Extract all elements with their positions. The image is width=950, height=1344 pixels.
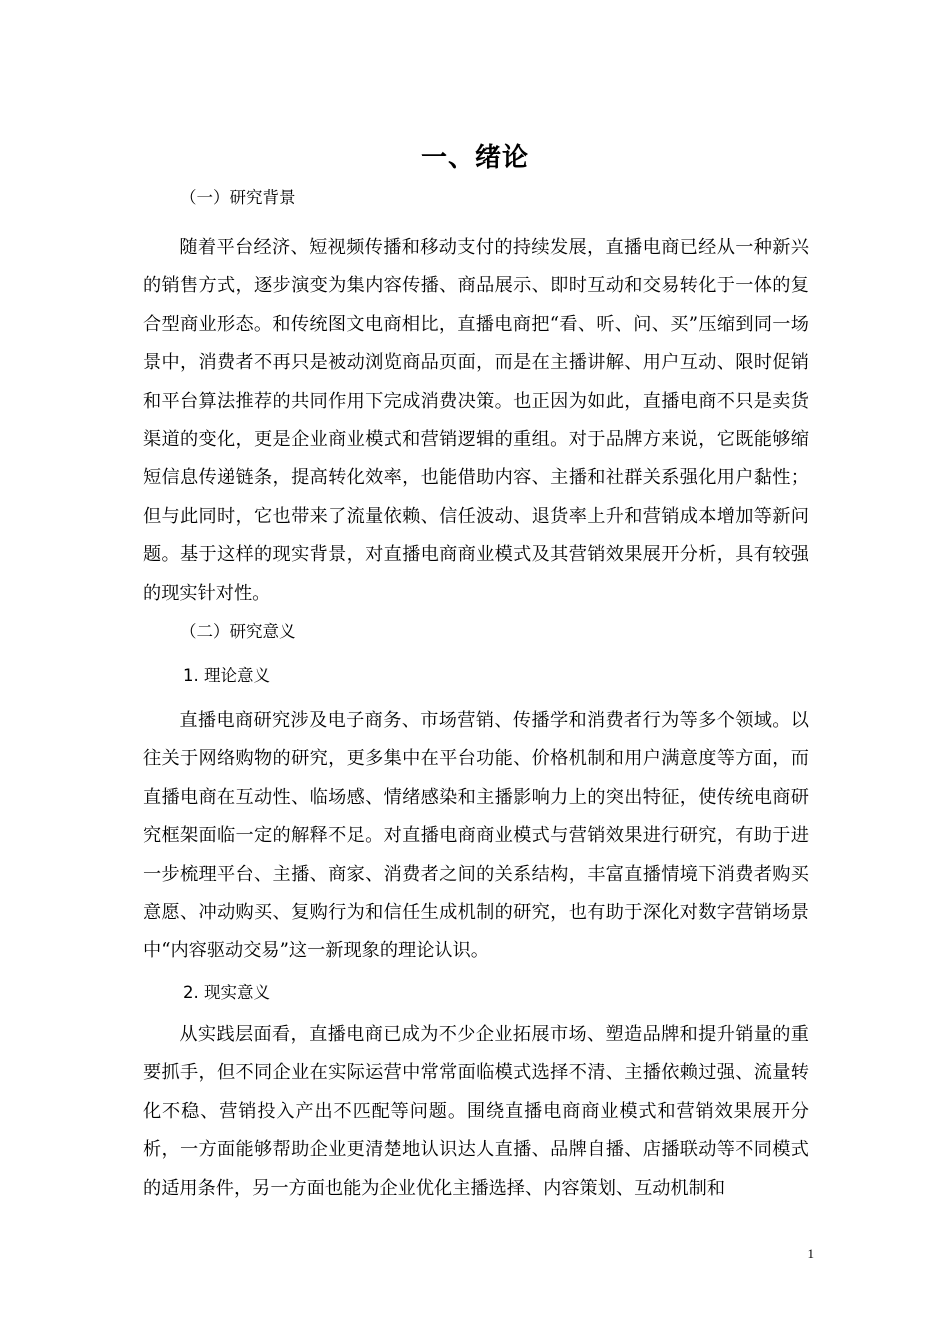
section-heading-research-background: （一）研究背景: [180, 188, 296, 207]
paragraph-practical-significance: 从实践层面看，直播电商已成为不少企业拓展市场、塑造品牌和提升销量的重要抓手，但不同企业在实际运营中常常面临模式选择不清、主播依赖过强、流量转化不稳、营销投入产出不匹配等问题。围绕直播电商商业模式和营销效果展开分析，一方面能够帮助企业更清楚地认识达人直播、品牌自播、店播联动等不同模式的适用条件，另一方面也能为企业优化主播选择、内容策划、互动机制和: [143, 1024, 809, 1199]
paragraph-research-background: 随着平台经济、短视频传播和移动支付的持续发展，直播电商已经从一种新兴的销售方式，逐步演变为集内容传播、商品展示、即时互动和交易转化于一体的复合型商业形态。和传统图文电商相比，直播电商把“看、听、问、买”压缩到同一场景中，消费者不再只是被动浏览商品页面，而是在主播讲解、用户互动、限时促销和平台算法推荐的共同作用下完成消费决策。也正因为如此，直播电商不只是卖货渠道的变化，更是企业商业模式和营销逻辑的重组。对于品牌方来说，它既能够缩短信息传递链条，提高转化效率，也能借助内容、主播和社群关系强化用户黏性；但与此同时，它也带来了流量依赖、信任波动、退货率上升和营销成本增加等新问题。基于这样的现实背景，对直播电商商业模式及其营销效果展开分析，具有较强的现实针对性。: [143, 237, 809, 604]
subsection-heading-practical-significance: 2. 现实意义: [183, 983, 270, 1002]
chapter-title: 一、绪论: [420, 143, 529, 173]
paragraph-theoretical-significance: 直播电商研究涉及电子商务、市场营销、传播学和消费者行为等多个领域。以往关于网络购物的研究，更多集中在平台功能、价格机制和用户满意度等方面，而直播电商在互动性、临场感、情绪感染和主播影响力上的突出特征，使传统电商研究框架面临一定的解释不足。对直播电商商业模式与营销效果进行研究，有助于进一步梳理平台、主播、商家、消费者之间的关系结构，丰富直播情境下消费者购买意愿、冲动购买、复购行为和信任生成机制的研究，也有助于深化对数字营销场景中“内容驱动交易”这一新现象的理论认识。: [143, 710, 809, 962]
page-number: 1: [807, 1246, 814, 1261]
section-heading-research-significance: （二）研究意义: [180, 622, 296, 641]
subsection-heading-theoretical-significance: 1. 理论意义: [183, 666, 270, 685]
